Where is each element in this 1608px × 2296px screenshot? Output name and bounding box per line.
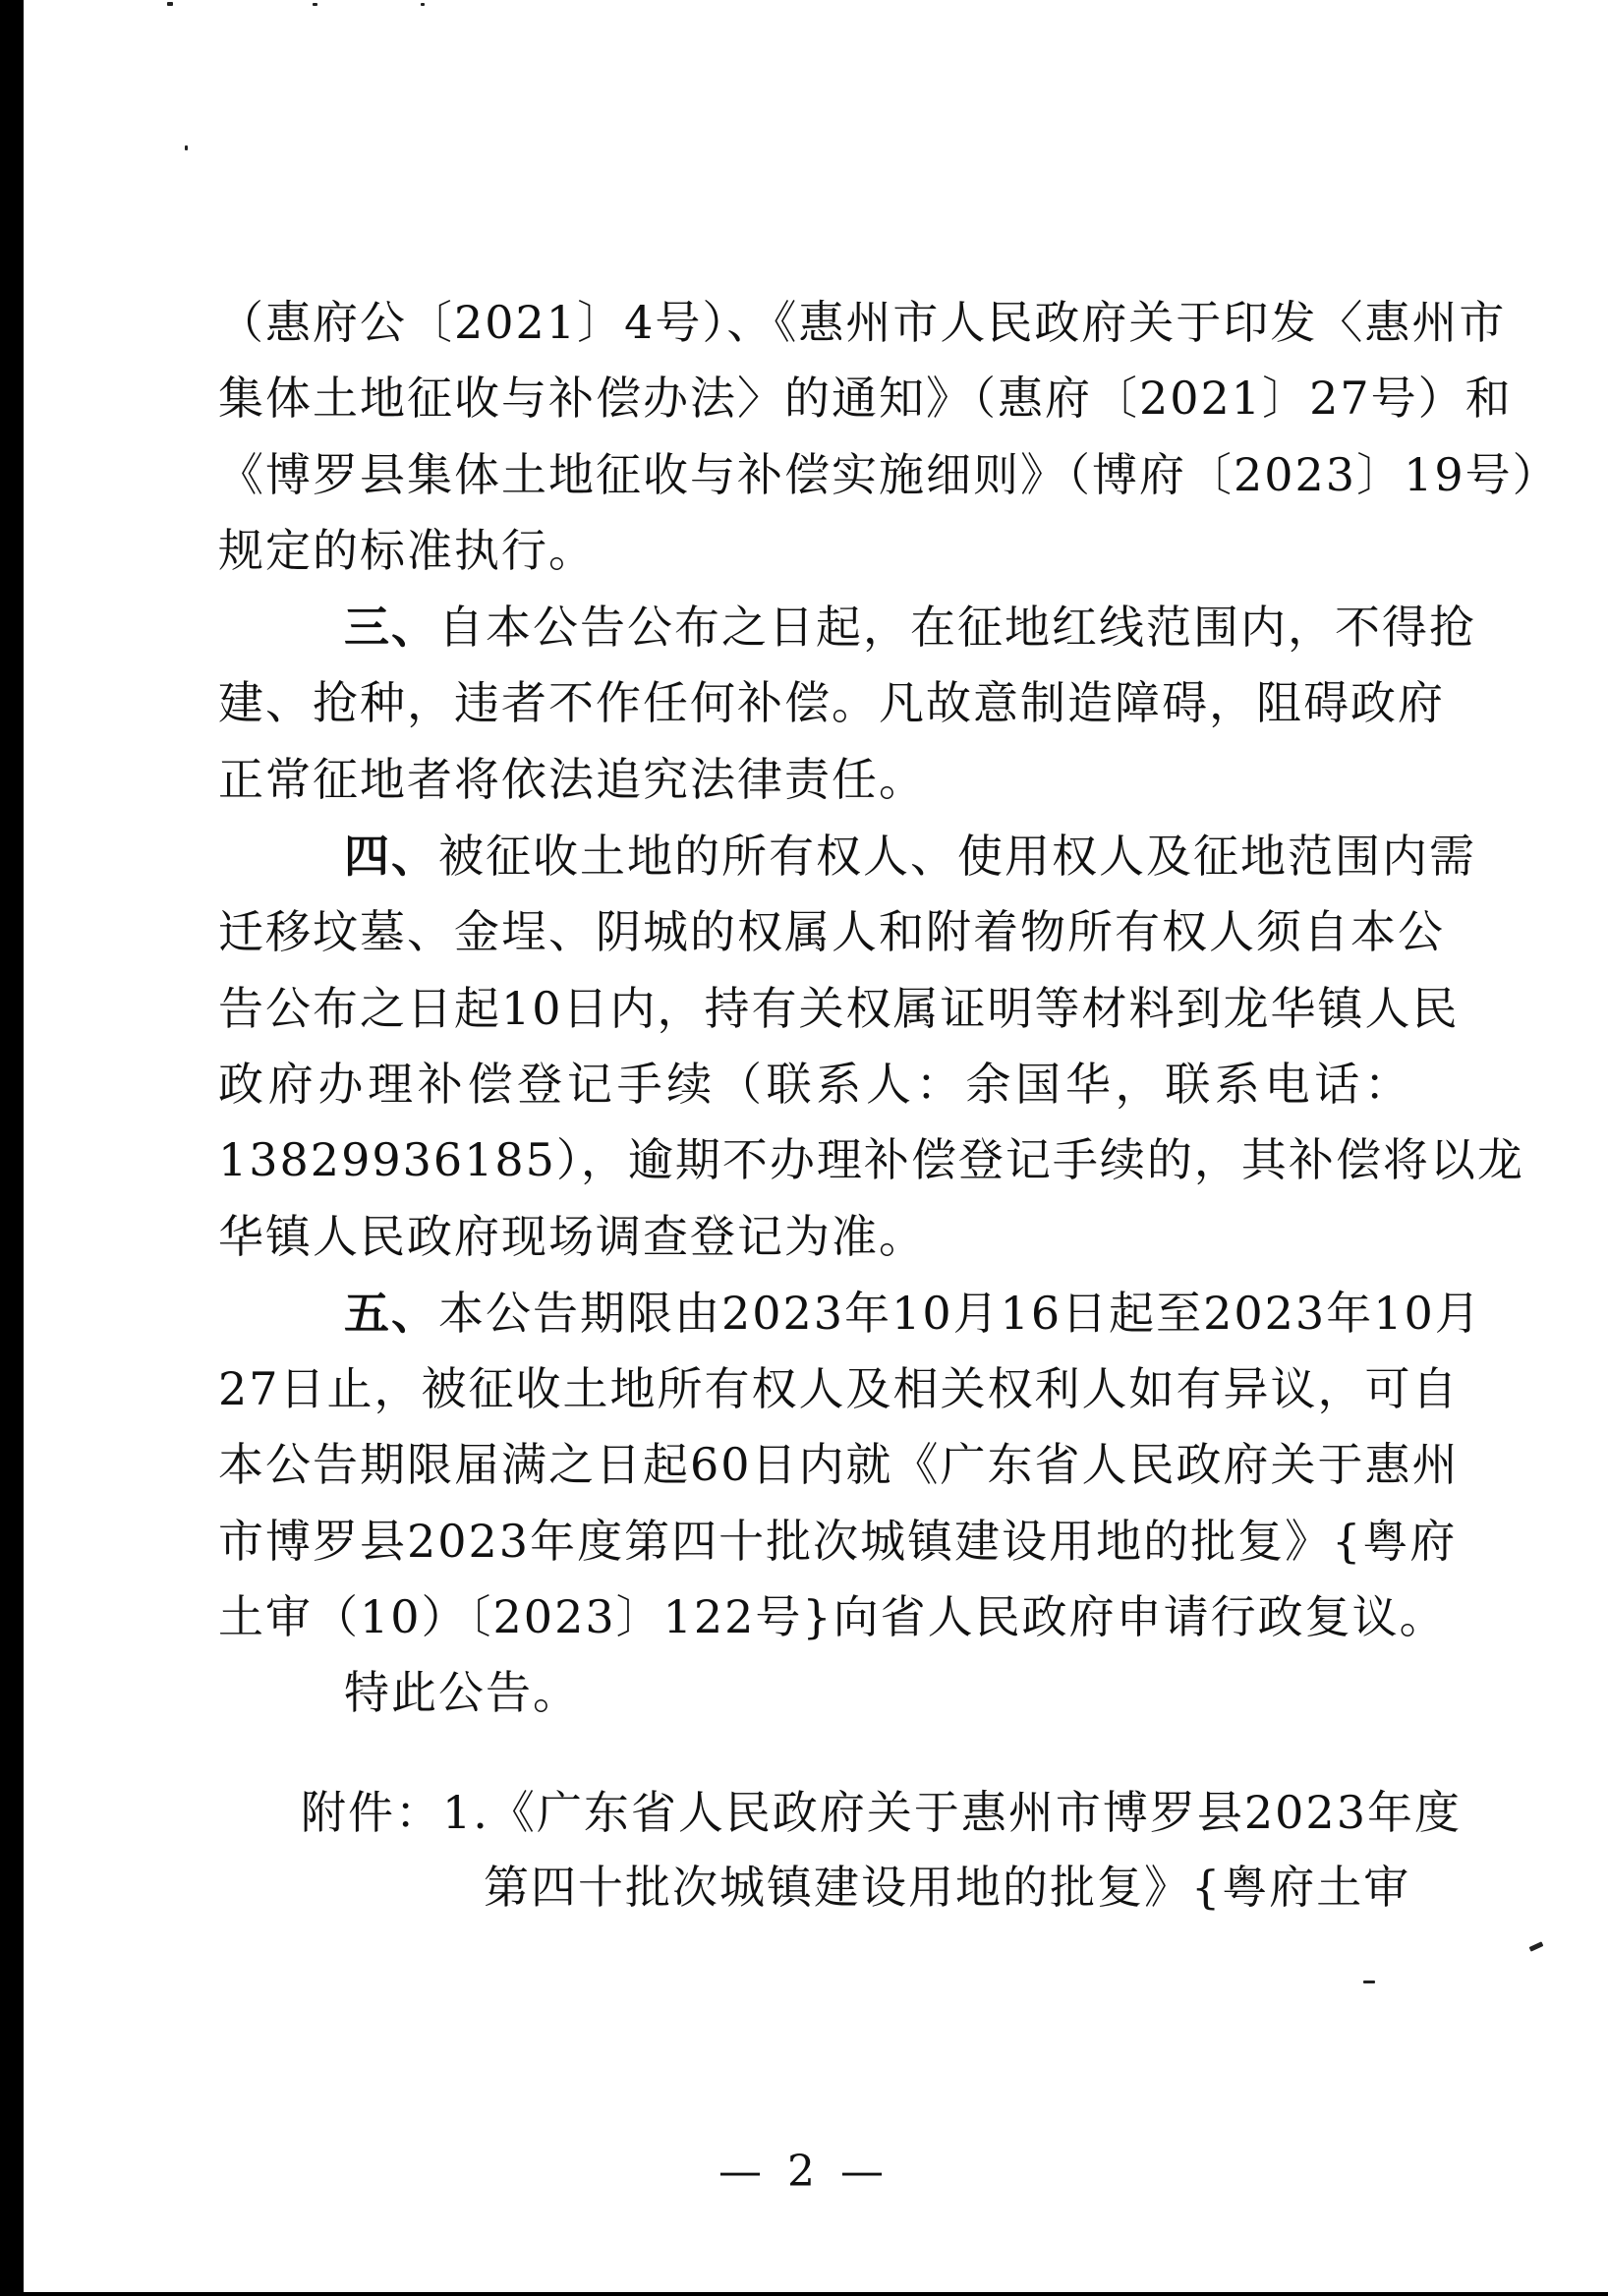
paragraph-line: 土审（10）〔2023〕122号}向省人民政府申请行政复议。	[218, 1590, 1447, 1643]
paragraph-line: 告公布之日起10日内，持有关权属证明等材料到龙华镇人民	[218, 982, 1460, 1035]
attachment-item-1-continuation: 第四十批次城镇建设用地的批复》{粤府土审	[484, 1861, 1411, 1914]
closing-statement: 特此公告。	[344, 1666, 580, 1719]
paragraph-line: 集体土地征收与补偿办法〉的通知》（惠府〔2021〕27号）和	[218, 372, 1513, 425]
page-number: — 2 —	[718, 2147, 890, 2197]
scan-speck	[313, 3, 317, 6]
paragraph-line: 《博罗县集体土地征收与补偿实施细则》（博府〔2023〕19号）	[218, 448, 1560, 501]
paragraph-line: （惠府公〔2021〕4号）、《惠州市人民政府关于印发〈惠州市	[218, 296, 1507, 349]
paragraph-line: 本公告期限届满之日起60日内就《广东省人民政府关于惠州	[218, 1438, 1460, 1491]
section-3-first-line: 三、自本公告公布之日起，在征地红线范围内，不得抢	[344, 601, 1476, 654]
paragraph-line: 建、抢种，违者不作任何补偿。凡故意制造障碍，阻碍政府	[218, 676, 1445, 729]
scan-border-bottom	[0, 2292, 1608, 2296]
section-5-first-line: 五、本公告期限由2023年10月16日起至2023年10月	[344, 1287, 1482, 1340]
scan-border-left	[0, 0, 24, 2296]
attachment-item-1: 附件：1.《广东省人民政府关于惠州市博罗县2023年度	[301, 1786, 1462, 1839]
scan-speck	[185, 145, 188, 150]
scan-speck	[1529, 1941, 1544, 1951]
paragraph-line: 规定的标准执行。	[218, 524, 596, 577]
section-4-number: 四、	[344, 830, 438, 883]
scan-speck	[167, 2, 173, 6]
paragraph-line: 13829936185），逾期不办理补偿登记手续的，其补偿将以龙	[218, 1133, 1524, 1186]
paragraph-line: 27日止，被征收土地所有权人及相关权利人如有异议，可自	[218, 1362, 1460, 1415]
attachment-number: 1.	[442, 1786, 489, 1839]
section-5-number: 五、	[344, 1287, 438, 1340]
scan-speck	[421, 3, 425, 6]
scan-speck	[1363, 1980, 1375, 1983]
section-3-number: 三、	[344, 601, 438, 654]
paragraph-line: 正常征地者将依法追究法律责任。	[218, 753, 926, 806]
paragraph-line: 政府办理补偿登记手续（联系人：余国华，联系电话：	[218, 1058, 1411, 1111]
paragraph-line: 迁移坟墓、金埕、阴城的权属人和附着物所有权人须自本公	[218, 905, 1445, 958]
section-4-first-line: 四、被征收土地的所有权人、使用权人及征地范围内需	[344, 830, 1476, 883]
paragraph-line: 华镇人民政府现场调查登记为准。	[218, 1210, 926, 1263]
attachment-label: 附件：	[301, 1786, 442, 1839]
paragraph-line: 市博罗县2023年度第四十批次城镇建设用地的批复》{粤府	[218, 1515, 1458, 1568]
